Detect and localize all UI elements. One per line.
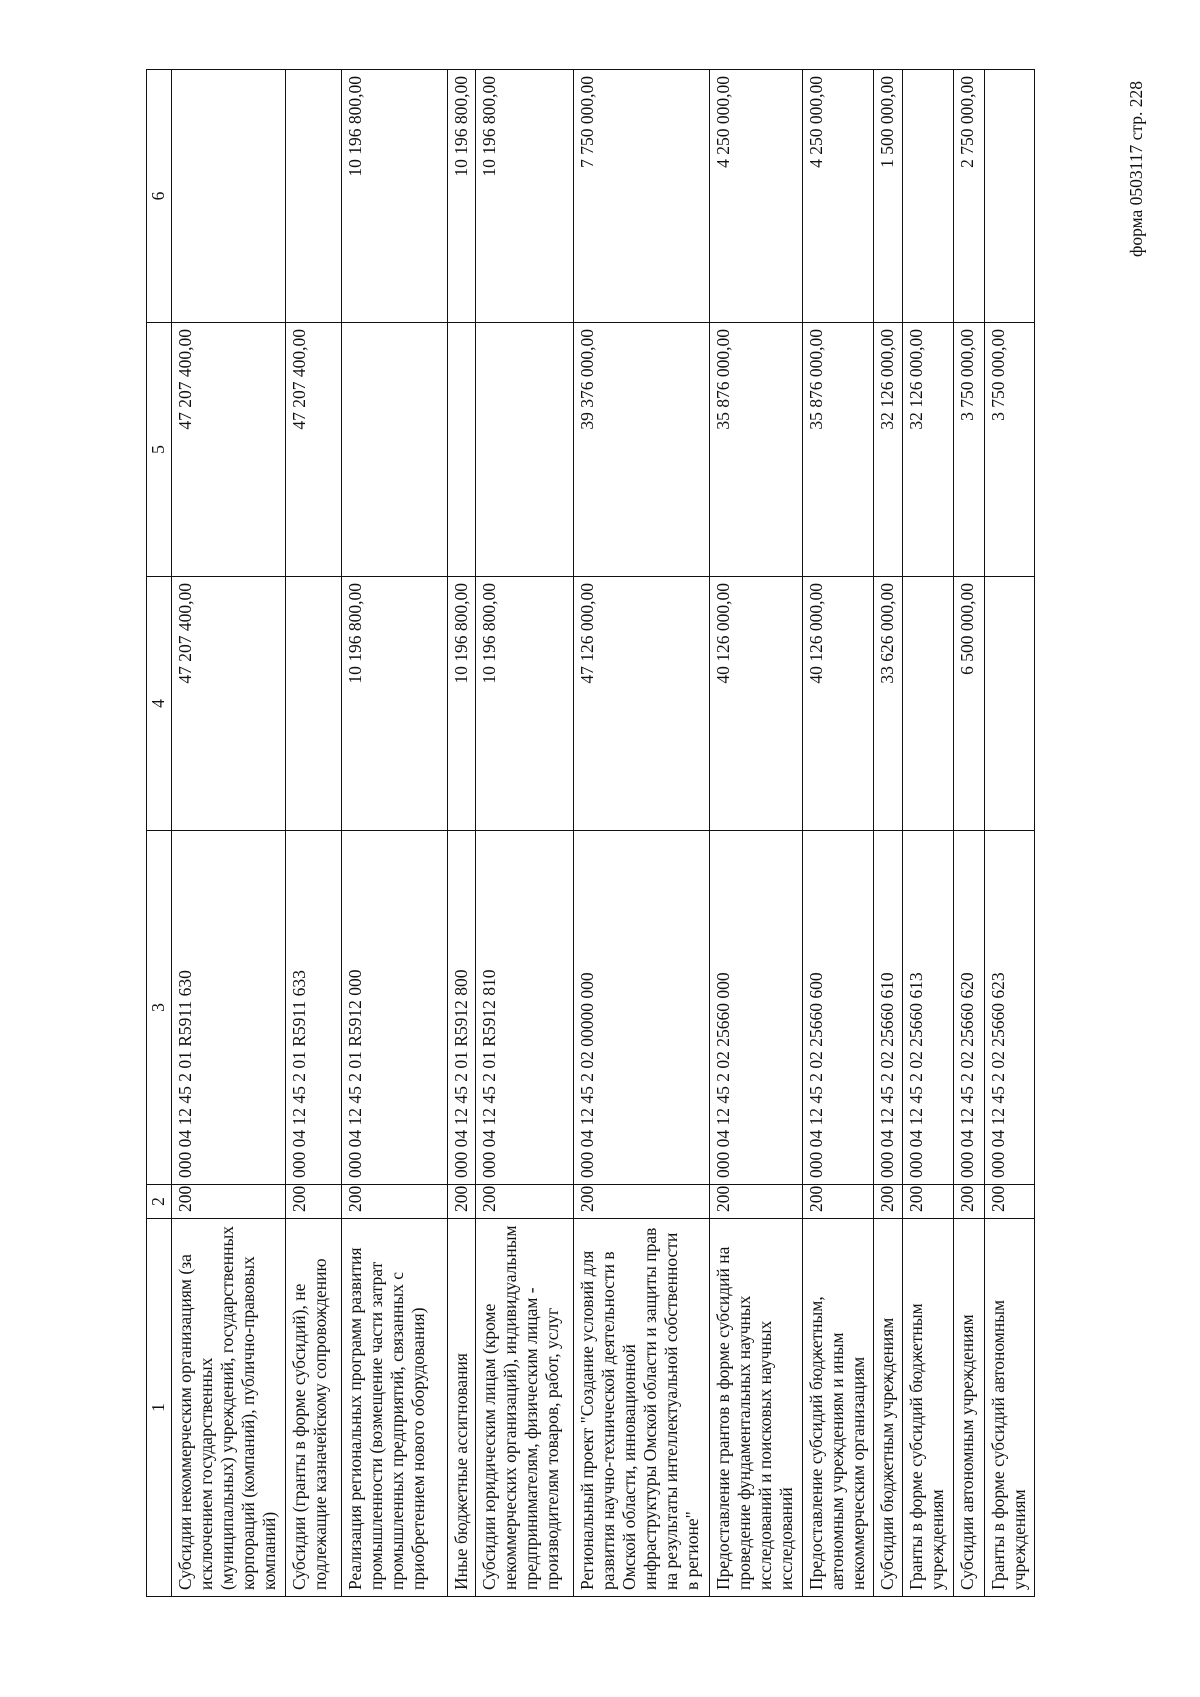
row-col4: 40 126 000,00	[709, 577, 802, 831]
header-col-4: 4	[147, 577, 172, 831]
row-code2: 200	[476, 1185, 573, 1219]
row-col6: 10 196 800,00	[447, 70, 476, 323]
row-code3: 000 04 12 45 2 02 00000 000	[573, 831, 709, 1185]
row-col6	[984, 70, 1034, 323]
header-col-6: 6	[147, 70, 172, 323]
table-row	[476, 70, 573, 1597]
row-code3: 000 04 12 45 2 02 25660 613	[902, 831, 953, 1185]
row-code2: 200	[286, 1185, 342, 1219]
row-col6	[902, 70, 953, 323]
row-col4: 10 196 800,00	[476, 577, 573, 831]
row-col4: 47 207 400,00	[171, 577, 286, 831]
row-code2: 200	[874, 1185, 903, 1219]
row-code3: 000 04 12 45 2 02 25660 620	[954, 831, 985, 1185]
row-col4: 6 500 000,00	[954, 577, 985, 831]
row-code2: 200	[984, 1185, 1034, 1219]
row-col5	[476, 323, 573, 577]
row-col6: 10 196 800,00	[476, 70, 573, 323]
row-code3: 000 04 12 45 2 01 R5911 633	[286, 831, 342, 1185]
table-header-row	[147, 70, 172, 1597]
row-col5: 47 207 400,00	[286, 323, 342, 577]
row-col4: 40 126 000,00	[802, 577, 874, 831]
table-row	[447, 70, 476, 1597]
row-col4: 47 126 000,00	[573, 577, 709, 831]
row-name: Субсидии юридическим лицам (кроме некоммерческих организаций), индивидуальным предпринимателям, физическим лицам - производителям товаров, работ, услуг	[476, 1219, 573, 1597]
row-col6: 7 750 000,00	[573, 70, 709, 323]
row-col6: 2 750 000,00	[954, 70, 985, 323]
header-col-3: 3	[147, 831, 172, 1185]
table-row	[802, 70, 874, 1597]
row-code2: 200	[573, 1185, 709, 1219]
row-col5	[447, 323, 476, 577]
row-name: Гранты в форме субсидий автономным учреждениям	[984, 1219, 1034, 1597]
table-row	[709, 70, 802, 1597]
row-code3: 000 04 12 45 2 01 R5911 630	[171, 831, 286, 1185]
row-col5: 47 207 400,00	[171, 323, 286, 577]
row-code2: 200	[171, 1185, 286, 1219]
row-col6	[171, 70, 286, 323]
row-name: Региональный проект "Создание условий для развития научно-технической деятельности в Омской области, инновационной инфраструктуры Омской области и защиты прав на результаты интеллектуальной собственности в регионе"	[573, 1219, 709, 1597]
row-name: Субсидии (гранты в форме субсидий), не подлежащие казначейскому сопровождению	[286, 1219, 342, 1597]
row-col6: 10 196 800,00	[342, 70, 447, 323]
row-code3: 000 04 12 45 2 02 25660 610	[874, 831, 903, 1185]
table-row	[171, 70, 286, 1597]
row-code2: 200	[802, 1185, 874, 1219]
row-col6: 4 250 000,00	[709, 70, 802, 323]
row-col4	[286, 577, 342, 831]
row-col5: 32 126 000,00	[874, 323, 903, 577]
row-col5: 32 126 000,00	[902, 323, 953, 577]
row-code2: 200	[902, 1185, 953, 1219]
row-col5: 35 876 000,00	[709, 323, 802, 577]
row-col5: 3 750 000,00	[954, 323, 985, 577]
row-name: Гранты в форме субсидий бюджетным учреждениям	[902, 1219, 953, 1597]
header-col-5: 5	[147, 323, 172, 577]
row-code3: 000 04 12 45 2 02 25660 623	[984, 831, 1034, 1185]
row-name: Предоставление грантов в форме субсидий на проведение фундаментальных научных исследований и поисковых научных исследований	[709, 1219, 802, 1597]
form-label: форма 0503117 стр. 228	[1126, 80, 1146, 257]
row-name: Субсидии автономным учреждениям	[954, 1219, 985, 1597]
row-code3: 000 04 12 45 2 01 R5912 810	[476, 831, 573, 1185]
row-col6: 4 250 000,00	[802, 70, 874, 323]
row-name: Иные бюджетные ассигнования	[447, 1219, 476, 1597]
row-name: Реализация региональных программ развития промышленности (возмещение части затрат промышленных предприятий, связанных с приобретением нового оборудования)	[342, 1219, 447, 1597]
row-code3: 000 04 12 45 2 01 R5912 000	[342, 831, 447, 1185]
table-row	[286, 70, 342, 1597]
table-row	[573, 70, 709, 1597]
row-code2: 200	[342, 1185, 447, 1219]
row-col4: 10 196 800,00	[447, 577, 476, 831]
row-col5: 35 876 000,00	[802, 323, 874, 577]
row-col6: 1 500 000,00	[874, 70, 903, 323]
row-col5	[342, 323, 447, 577]
header-col-2: 2	[147, 1185, 172, 1219]
header-col-1: 1	[147, 1219, 172, 1597]
row-code2: 200	[447, 1185, 476, 1219]
row-code2: 200	[954, 1185, 985, 1219]
row-col4	[902, 577, 953, 831]
row-col6	[286, 70, 342, 323]
row-col5: 39 376 000,00	[573, 323, 709, 577]
row-name: Субсидии бюджетным учреждениям	[874, 1219, 903, 1597]
row-col4	[984, 577, 1034, 831]
table-row	[902, 70, 953, 1597]
row-name: Субсидии некоммерческим организациям (за исключением государственных (муниципальных) учреждений, государственных корпораций (компаний), публично-правовых компаний)	[171, 1219, 286, 1597]
row-col4: 10 196 800,00	[342, 577, 447, 831]
row-code3: 000 04 12 45 2 02 25660 600	[802, 831, 874, 1185]
table-row	[342, 70, 447, 1597]
row-code3: 000 04 12 45 2 02 25660 000	[709, 831, 802, 1185]
row-code2: 200	[709, 1185, 802, 1219]
table-row	[954, 70, 985, 1597]
table-row	[874, 70, 903, 1597]
row-code3: 000 04 12 45 2 01 R5912 800	[447, 831, 476, 1185]
table-row	[984, 70, 1034, 1597]
report-table	[146, 69, 1035, 1597]
row-name: Предоставление субсидий бюджетным, автономным учреждениям и иным некоммерческим организациям	[802, 1219, 874, 1597]
row-col5: 3 750 000,00	[984, 323, 1034, 577]
row-col4: 33 626 000,00	[874, 577, 903, 831]
